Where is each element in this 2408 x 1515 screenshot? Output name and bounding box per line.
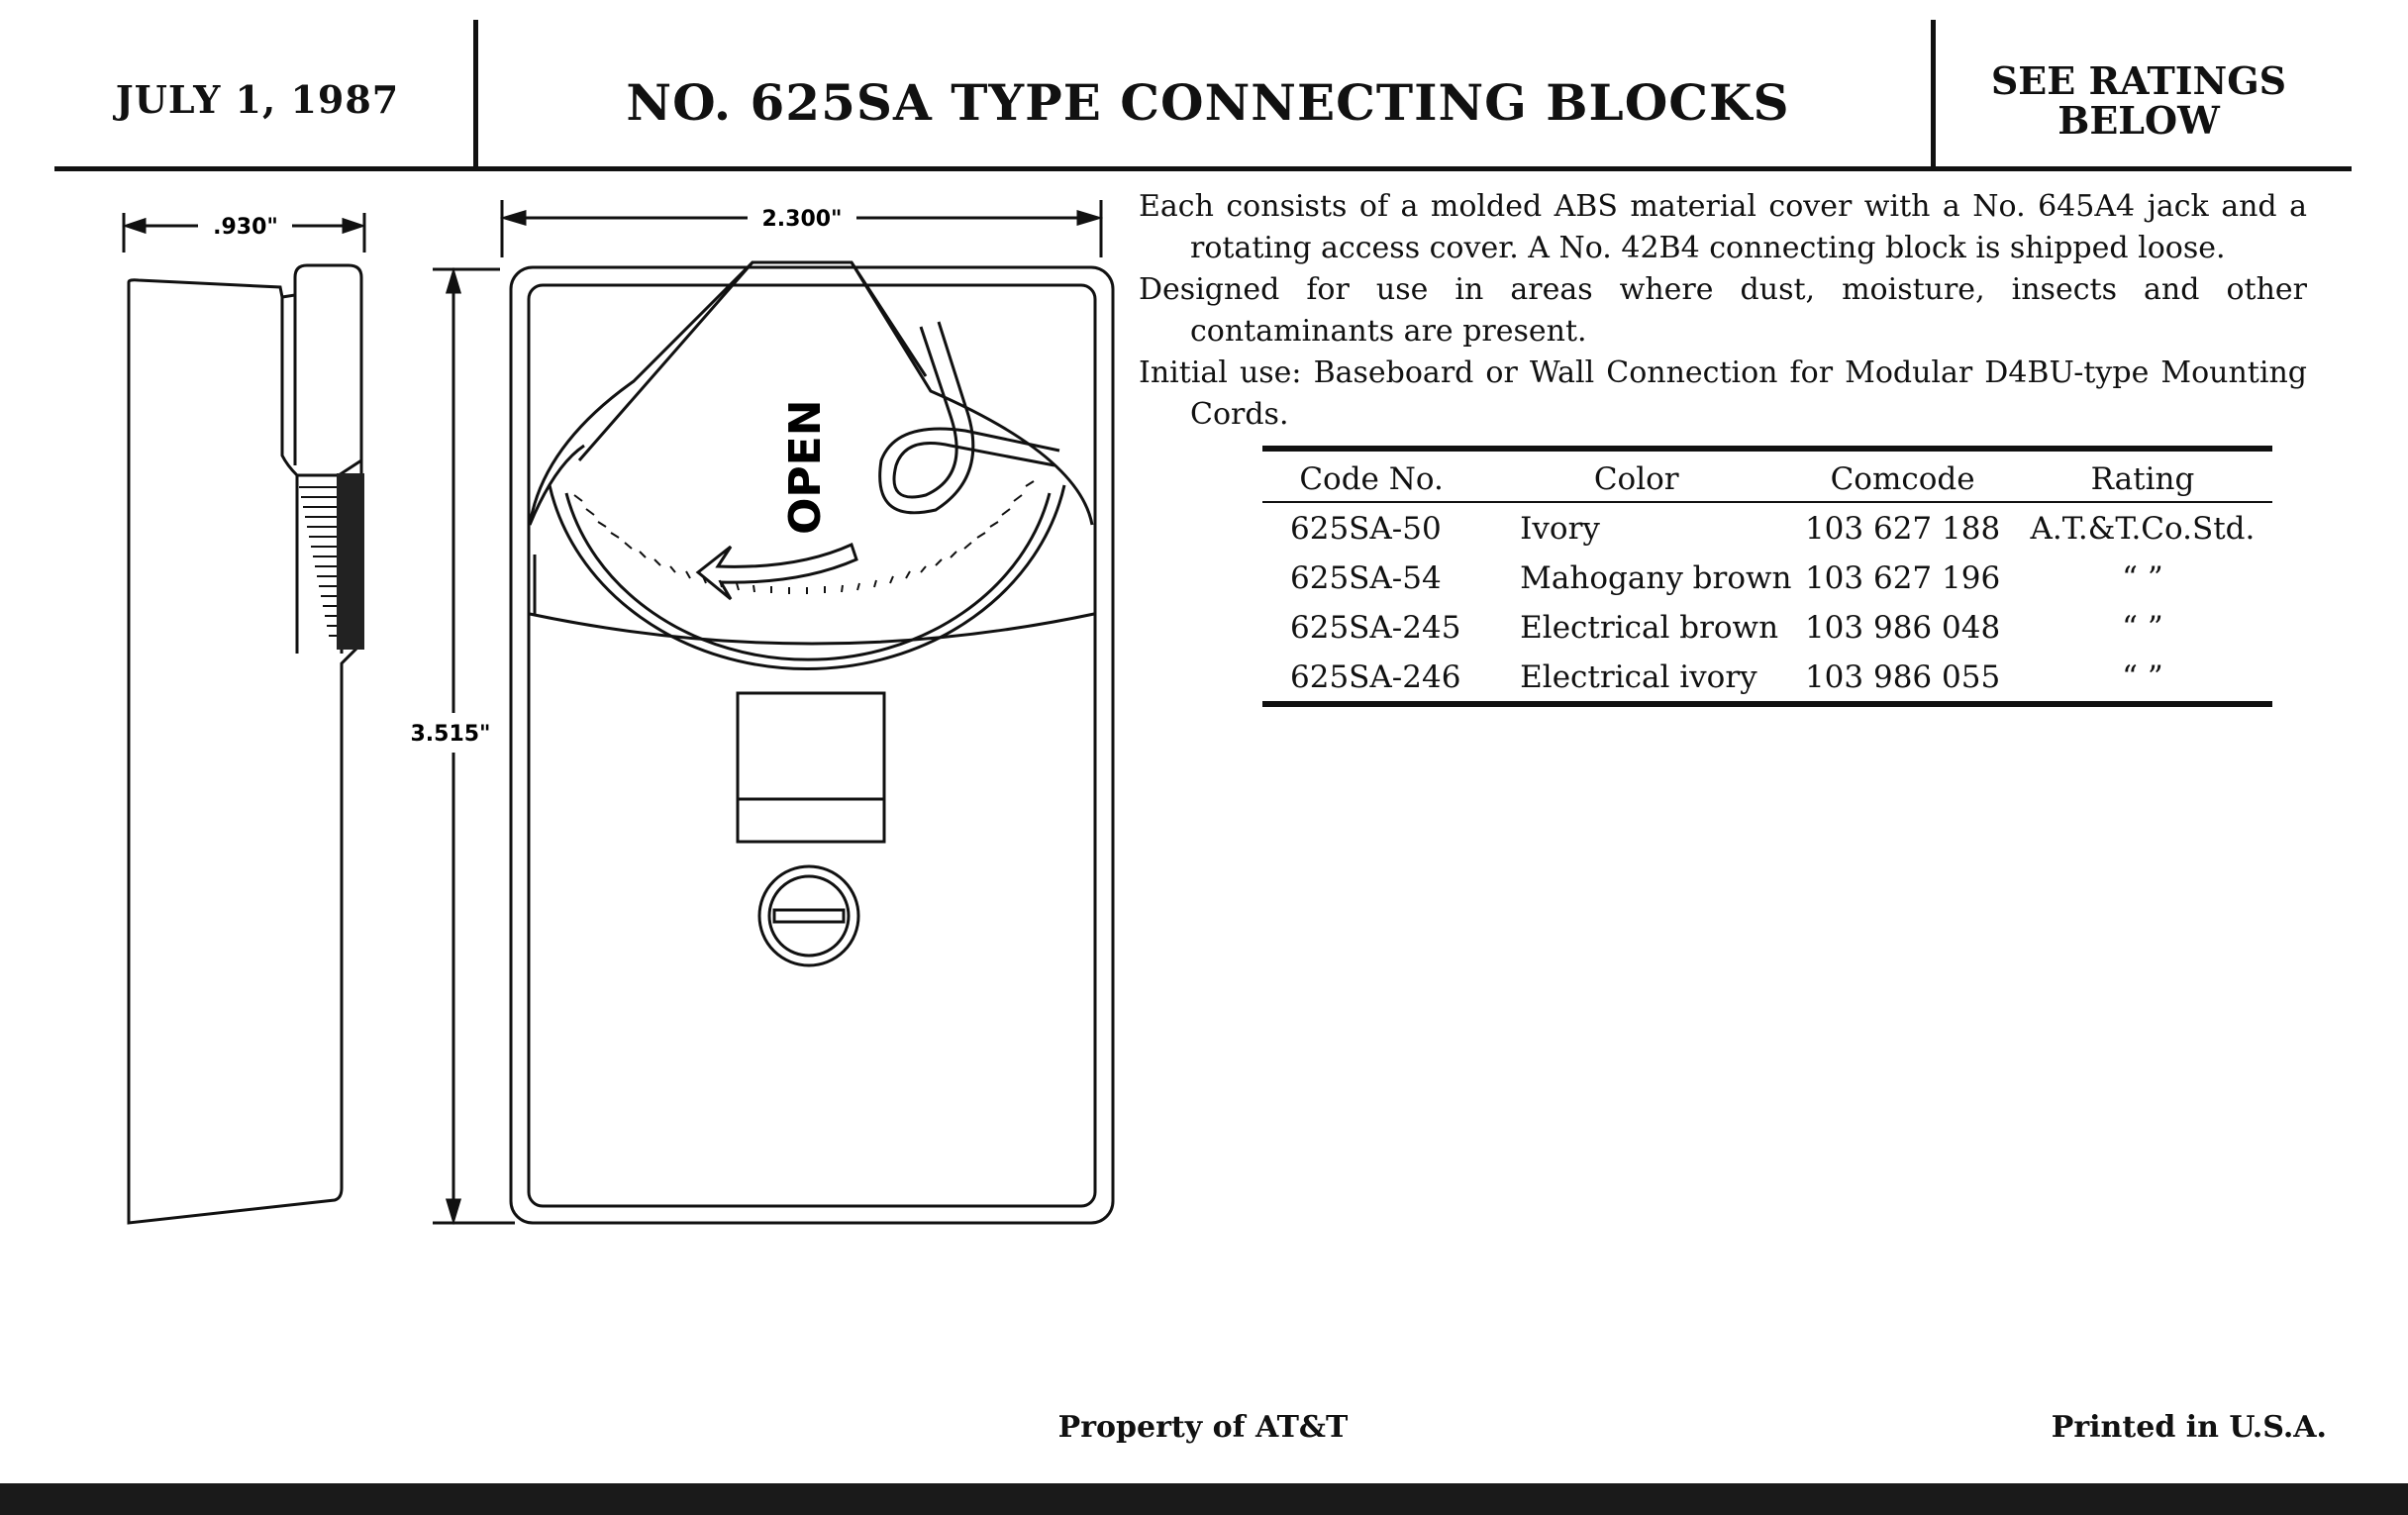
cell-code: 625SA-54	[1290, 560, 1442, 596]
cell-color: Electrical ivory	[1480, 652, 1792, 704]
column-header-code: Code No.	[1262, 449, 1480, 502]
header-divider-left	[473, 20, 478, 168]
header-divider-right	[1931, 20, 1936, 168]
cell-color: Ivory	[1520, 511, 1600, 547]
description-paragraph: Initial use: Baseboard or Wall Connection for Modular D4BU-type Mounting Cords.	[1139, 355, 2307, 432]
table-row	[1262, 602, 2272, 652]
column-header-color: Color	[1480, 449, 1792, 502]
table-row	[1262, 652, 2272, 704]
header-rating-note: SEE RATINGS BELOW	[1990, 58, 2287, 143]
footer-property: Property of AT&T	[1057, 1410, 1349, 1445]
cell-comcode: 103 627 196	[1804, 560, 2001, 596]
connecting-block-drawing	[0, 178, 1129, 1248]
product-description	[1139, 186, 2307, 436]
column-header-comcode: Comcode	[1792, 449, 2013, 502]
cell-rating: A.T.&T.Co.Std.	[2030, 511, 2256, 547]
open-label: OPEN	[780, 399, 831, 535]
cell-comcode: 103 627 188	[1804, 511, 2001, 547]
cell-color: Electrical brown	[1520, 610, 1779, 646]
header-rule	[54, 166, 2352, 171]
page-title: NO. 625SA TYPE CONNECTING BLOCKS	[626, 73, 1790, 132]
description-paragraph: Designed for use in areas where dust, moisture, insects and other contaminants are present.	[1139, 272, 2307, 349]
cell-rating: “ ”	[2013, 652, 2272, 704]
side-shadow	[337, 473, 364, 650]
cell-comcode: 103 986 055	[1792, 652, 2013, 704]
column-header-rating: Rating	[2013, 449, 2272, 502]
width-dimension-label: 2.300"	[761, 207, 843, 232]
cell-rating: “ ”	[2122, 560, 2163, 596]
cell-code: 625SA-50	[1290, 511, 1442, 547]
cell-rating: “ ”	[2122, 610, 2163, 646]
depth-dimension-label: .930"	[213, 215, 278, 240]
description-paragraph: Each consists of a molded ABS material cover with a No. 645A4 jack and a rotating access cover. A No. 42B4 connecting block is shipped loose.	[1139, 189, 2307, 265]
table-row	[1262, 553, 2272, 602]
footer-printed: Printed in U.S.A.	[2051, 1410, 2327, 1445]
cell-comcode: 103 986 048	[1804, 610, 2001, 646]
height-dimension-label: 3.515"	[410, 722, 491, 747]
cell-code: 625SA-246	[1262, 652, 1480, 704]
spec-table	[1262, 446, 2272, 707]
header-date: JULY 1, 1987	[115, 77, 400, 122]
cell-color: Mahogany brown	[1520, 560, 1792, 596]
table-row	[1262, 502, 2272, 553]
scan-bottom-edge	[0, 1483, 2408, 1515]
cell-code: 625SA-245	[1290, 610, 1461, 646]
table-header-row	[1262, 449, 2272, 502]
